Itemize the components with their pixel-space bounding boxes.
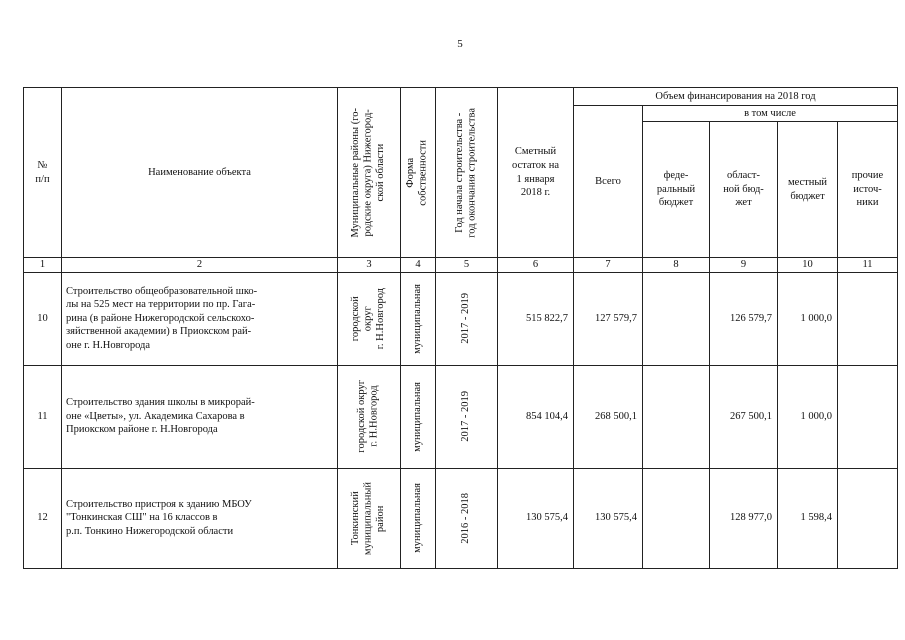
financing-table — [23, 87, 898, 569]
row-federal — [643, 468, 710, 568]
col-number: 10 — [778, 258, 838, 273]
header-local: местный бюджет — [778, 122, 838, 258]
col-number: 9 — [710, 258, 778, 273]
header-estimate: Сметный остаток на 1 января 2018 г. — [498, 88, 574, 258]
header-federal: феде- ральный бюджет — [643, 122, 710, 258]
row-other — [838, 468, 898, 568]
col-number: 5 — [436, 258, 498, 273]
row-ownership: муниципальная — [401, 468, 436, 568]
header-years: Год начала строительства - год окончания строительства — [436, 88, 498, 258]
table-row — [24, 468, 898, 568]
row-federal — [643, 272, 710, 365]
table-row — [24, 272, 898, 365]
header-ownership: Форма собственности — [401, 88, 436, 258]
row-no: 10 — [24, 272, 62, 365]
row-ownership: муниципальная — [401, 272, 436, 365]
header-including: в том числе — [643, 106, 898, 122]
row-total: 130 575,4 — [574, 468, 643, 568]
row-regional: 267 500,1 — [710, 365, 778, 468]
header-other: прочие источ- ники — [838, 122, 898, 258]
row-years: 2016 - 2018 — [436, 468, 498, 568]
row-federal — [643, 365, 710, 468]
column-number-row — [24, 258, 898, 273]
col-number: 7 — [574, 258, 643, 273]
col-number: 3 — [338, 258, 401, 273]
row-local: 1 598,4 — [778, 468, 838, 568]
row-years: 2017 - 2019 — [436, 365, 498, 468]
row-total: 268 500,1 — [574, 365, 643, 468]
col-number: 11 — [838, 258, 898, 273]
row-ownership: муниципальная — [401, 365, 436, 468]
row-no: 11 — [24, 365, 62, 468]
col-number: 2 — [62, 258, 338, 273]
row-other — [838, 272, 898, 365]
row-no: 12 — [24, 468, 62, 568]
row-other — [838, 365, 898, 468]
header-no: № п/п — [24, 88, 62, 258]
object-name: Строительство общеобразовательной шко- лы на 525 мест на территории по пр. Гага- рина (в районе Нижегородской сельскохо- зяйственной академии) в Приокском рай- оне г. Н.Новгорода — [62, 272, 338, 365]
header-regional: област- ной бюд- жет — [710, 122, 778, 258]
col-number: 6 — [498, 258, 574, 273]
table-row — [24, 365, 898, 468]
header-funding: Объем финансирования на 2018 год — [574, 88, 898, 106]
row-regional: 128 977,0 — [710, 468, 778, 568]
row-estimate: 854 104,4 — [498, 365, 574, 468]
object-name: Строительство здания школы в микрорай- оне «Цветы», ул. Академика Сахарова в Приокском районе г. Н.Новгорода — [62, 365, 338, 468]
header-district: Муниципальные районы (го- родские округа) Нижегород- ской области — [338, 88, 401, 258]
col-number: 8 — [643, 258, 710, 273]
header-name: Наименование объекта — [62, 88, 338, 258]
col-number: 1 — [24, 258, 62, 273]
row-years: 2017 - 2019 — [436, 272, 498, 365]
page-number: 5 — [457, 38, 463, 50]
row-district: городской округ г. Н.Новгород — [338, 272, 401, 365]
row-estimate: 515 822,7 — [498, 272, 574, 365]
row-total: 127 579,7 — [574, 272, 643, 365]
header-total: Всего — [574, 106, 643, 258]
row-district: Тонкинский муниципальный район — [338, 468, 401, 568]
row-estimate: 130 575,4 — [498, 468, 574, 568]
row-district: городской округ г. Н.Новгород — [338, 365, 401, 468]
row-local: 1 000,0 — [778, 272, 838, 365]
col-number: 4 — [401, 258, 436, 273]
row-local: 1 000,0 — [778, 365, 838, 468]
row-regional: 126 579,7 — [710, 272, 778, 365]
object-name: Строительство пристроя к зданию МБОУ "Тонкинская СШ" на 16 классов в р.п. Тонкино Нижегородской области — [62, 468, 338, 568]
